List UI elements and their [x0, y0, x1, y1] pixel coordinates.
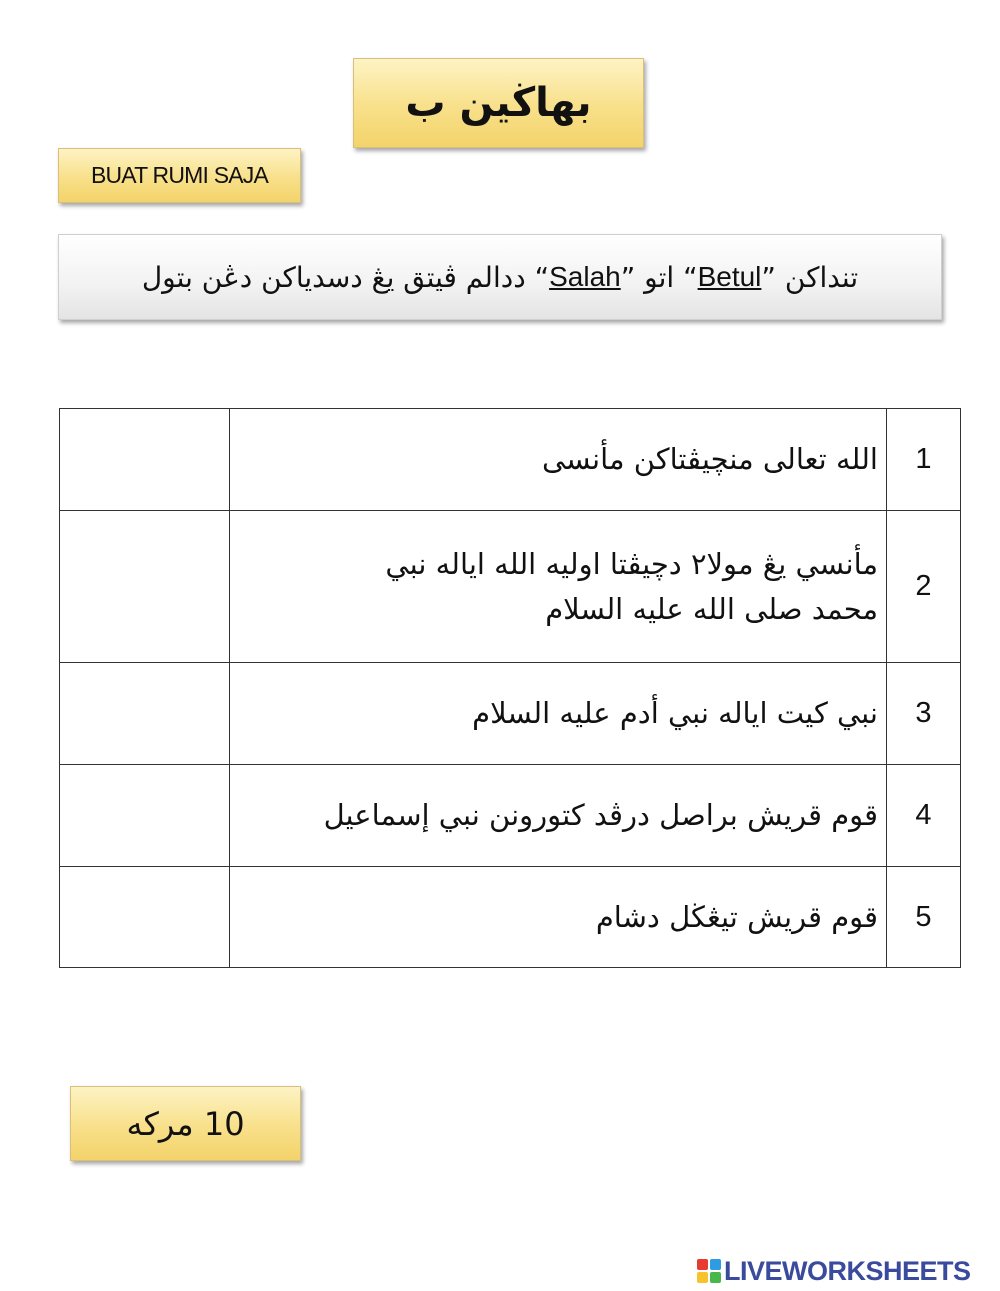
statement-cell [230, 867, 887, 968]
marks-text: 10 مرکه [126, 1104, 245, 1143]
table-row [60, 511, 961, 663]
rumi-badge-text: BUAT RUMI SAJA [90, 162, 269, 188]
instruction-banner [58, 234, 942, 320]
question-number: 1 [887, 409, 961, 511]
instruction-part-3: “ ددالم ڤيتق يڠ دسدياکن دڠن بتول [141, 260, 550, 294]
answer-cell[interactable] [60, 511, 230, 663]
answer-cell[interactable] [60, 765, 230, 867]
section-title-text: بهاڬين ب [405, 80, 592, 126]
table-row [60, 409, 961, 511]
marks-badge [70, 1086, 301, 1161]
brand-logo [697, 1256, 971, 1286]
statement-line: قوم قريش براصل درڤد کتورونن نبي إسماعيل [323, 798, 878, 833]
question-number: 2 [887, 511, 961, 663]
betul-keyword: Betul [697, 261, 762, 292]
statement-line: الله تعالى منچيڤتاکن مأنسى [542, 442, 878, 477]
answer-cell[interactable] [60, 867, 230, 968]
logo-square [697, 1259, 708, 1270]
section-title [353, 58, 644, 148]
question-number: 5 [887, 867, 961, 968]
instruction-part-2: “ اتو ” [620, 260, 698, 294]
logo-square [710, 1272, 721, 1283]
liveworksheets-logo-icon [697, 1259, 721, 1283]
rumi-badge [58, 148, 301, 203]
table-row [60, 765, 961, 867]
statement-cell [230, 511, 887, 663]
table-row [60, 867, 961, 968]
logo-square [710, 1259, 721, 1270]
statement-cell [230, 663, 887, 765]
statement-line: مأنسي يڠ مولا٢ دچيڤتا اوليه الله اياله نبي [385, 546, 878, 581]
answer-cell[interactable] [60, 663, 230, 765]
brand-name: LIVEWORKSHEETS [724, 1255, 971, 1286]
statement-line: نبي كيت اياله نبي أدم عليه السلام [472, 696, 878, 731]
question-number: 3 [887, 663, 961, 765]
table-row [60, 663, 961, 765]
salah-keyword: Salah [549, 261, 621, 292]
question-number: 4 [887, 765, 961, 867]
instruction-part-1: تنداکن ” [761, 260, 859, 294]
statement-line: قوم قريش تيڠڬل دشام [595, 899, 878, 934]
statement-cell [230, 765, 887, 867]
logo-square [697, 1272, 708, 1283]
answer-cell[interactable] [60, 409, 230, 511]
statement-line: محمد صلى الله عليه السلام [545, 591, 878, 626]
question-table [59, 408, 961, 968]
statement-cell [230, 409, 887, 511]
